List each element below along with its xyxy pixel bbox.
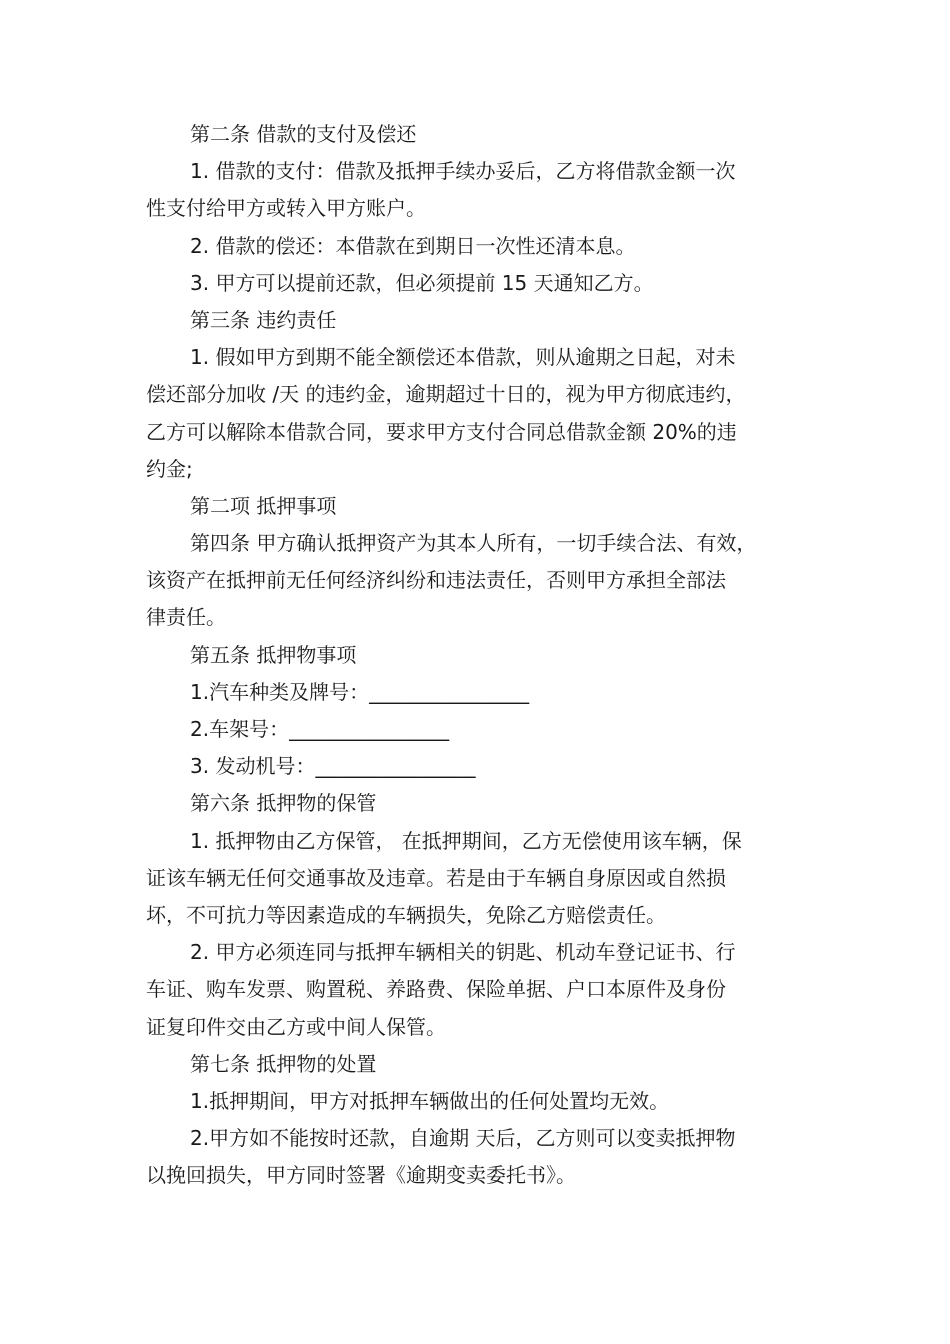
form-field-line: 2.车架号：________________ [190,717,450,741]
article-heading: 第六条 抵押物的保管 [190,791,377,816]
paragraph-line: 证该车辆无任何交通事故及违章。若是由于车辆自身原因或自然损 [146,865,726,890]
paragraph-line: 证复印件交由乙方或中间人保管。 [146,1014,446,1039]
paragraph-line: 1. 假如甲方到期不能全额偿还本借款，则从逾期之日起，对未 [190,345,736,370]
paragraph-line: 2.甲方如不能按时还款，自逾期 天后，乙方则可以变卖抵押物 [190,1126,736,1151]
paragraph-line: 第四条 甲方确认抵押资产为其本人所有，一切手续合法、有效， [190,531,757,556]
paragraph-line: 车证、购车发票、购置税、养路费、保险单据、户口本原件及身份 [146,977,726,1002]
section-heading: 第二项 抵押事项 [190,493,337,518]
document-page [146,116,811,1194]
paragraph-line: 1.抵押期间，甲方对抵押车辆做出的任何处置均无效。 [190,1088,670,1113]
article-heading: 第五条 抵押物事项 [190,642,357,667]
paragraph-line: 1. 抵押物由乙方保管， 在抵押期间，乙方无偿使用该车辆，保 [190,828,742,853]
paragraph-line: 性支付给甲方或转入甲方账户。 [146,196,426,221]
paragraph-line: 偿还部分加收 /天 的违约金，逾期超过十日的，视为甲方彻底违约， [146,382,746,407]
paragraph-line: 以挽回损失，甲方同时签署《逾期变卖委托书》。 [146,1163,576,1188]
paragraph-line: 该资产在抵押前无任何经济纠纷和违法责任，否则甲方承担全部法 [146,568,726,593]
article-heading: 第二条 借款的支付及偿还 [190,122,417,146]
paragraph-line: 律责任。 [146,605,226,630]
article-heading: 第七条 抵押物的处置 [190,1051,377,1076]
form-field-line: 1.汽车种类及牌号：________________ [190,679,530,704]
paragraph-line: 3. 甲方可以提前还款，但必须提前 15 天通知乙方。 [190,270,654,295]
paragraph-line: 约金; [146,456,193,481]
paragraph-line: 1. 借款的支付：借款及抵押手续办妥后，乙方将借款金额一次 [190,159,736,184]
paragraph-line: 2. 甲方必须连同与抵押车辆相关的钥匙、机动车登记证书、行 [190,940,736,965]
paragraph-line: 乙方可以解除本借款合同，要求甲方支付合同总借款金额 20%的违 [146,419,737,444]
form-field-line: 3. 发动机号：________________ [190,754,476,779]
paragraph-line: 2. 借款的偿还：本借款在到期日一次性还清本息。 [190,233,636,258]
article-heading: 第三条 违约责任 [190,307,337,332]
paragraph-line: 坏，不可抗力等因素造成的车辆损失，免除乙方赔偿责任。 [146,902,666,927]
